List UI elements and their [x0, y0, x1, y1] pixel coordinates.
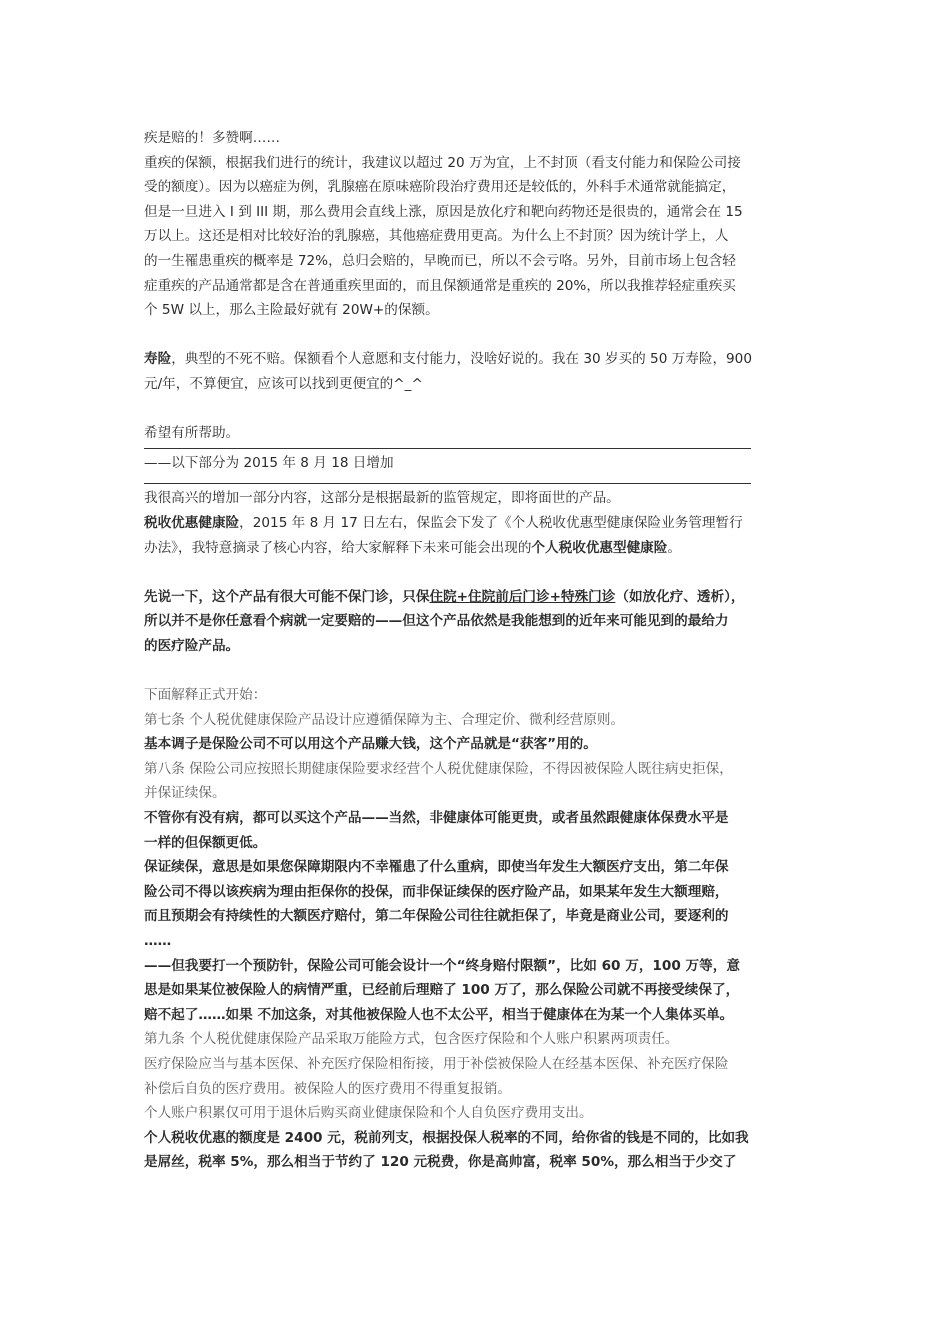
text-line: 个 5W 以上，那么主险最好就有 20W+的保额。 — [144, 302, 439, 319]
text-line: 症重疾的产品通常都是含在普通重疾里面的，而且保额通常是重疾的 20%，所以我推荐轻症重疾买 — [144, 277, 736, 294]
text-line: 疾是赔的！多赞啊…… — [144, 130, 280, 146]
divider — [144, 448, 751, 449]
article-7: 第七条 个人税优健康保险产品设计应遵循保障为主、合理定价、微利经营原则。 — [144, 711, 625, 728]
commentary-line: 而且预期会有持续性的大额医疗赔付，第二年保险公司往往就拒保了，毕竟是商业公司，要逐利的 — [144, 908, 729, 925]
commentary-line: …… — [144, 933, 172, 949]
commentary-line: 是屌丝，税率 5%，那么相当于节约了 120 元税费，你是高帅富，税率 50%，那么相当于少交了 — [144, 1154, 737, 1171]
text-line: 重疾的保额，根据我们进行的统计，我建议以超过 20 万为宜，上不封顶（看支付能力和保险公司接 — [144, 154, 741, 171]
divider — [144, 483, 751, 484]
commentary-line: ——但我要打一个预防针，保险公司可能会设计一个“终身赔付限额”，比如 60 万，100 万等，意 — [144, 957, 740, 974]
text-line: 元/年，不算便宜，应该可以找到更便宜的^_^ — [144, 375, 423, 392]
text-span: 先说一下，这个产品有很大可能不保门诊，只保 — [144, 588, 430, 605]
commentary-line: 基本调子是保险公司不可以用这个产品赚大钱，这个产品就是“获客”用的。 — [144, 736, 597, 753]
article-9: 个人账户积累仅可用于退休后购买商业健康保险和个人自负医疗费用支出。 — [144, 1105, 593, 1122]
commentary-line: 赔不起了……如果 不加这条，对其他被保险人也不太公平，相当于健康体在为某一个人集体买单。 — [144, 1006, 734, 1023]
commentary-line: 险公司不得以该疾病为理由拒保你的投保，而非保证续保的医疗险产品，如果某年发生大额理赔， — [144, 883, 729, 900]
article-9: 第九条 个人税优健康保险产品采取万能险方式，包含医疗保险和个人账户积累两项责任。 — [144, 1031, 679, 1048]
text-line: 但是一旦进入 I 到 III 期，那么费用会直线上涨，原因是放化疗和靶向药物还是很贵的，通常会在 15 — [144, 203, 743, 220]
added-section-note: ——以下部分为 2015 年 8 月 18 日增加 — [144, 454, 394, 471]
text-span: （如放化疗、透析）， — [615, 588, 745, 605]
text-line: 我很高兴的增加一部分内容，这部分是根据最新的监管规定，即将面世的产品。 — [144, 490, 620, 507]
text-span: 。 — [667, 539, 681, 556]
commentary-line: 不管你有没有病，都可以买这个产品——当然，非健康体可能更贵，或者虽然跟健康体保费水平是 — [144, 810, 729, 827]
article-9: 医疗保险应当与基本医保、补充医疗保险相衔接，用于补偿被保险人在经基本医保、补充医疗保险 — [144, 1055, 729, 1072]
text-span: ，2015 年 8 月 17 日左右，保监会下发了《个人税收优惠型健康保险业务管理暂行 — [239, 514, 743, 531]
text-span: ，典型的不死不赔。保额看个人意愿和支付能力，没啥好说的。我在 30 岁买的 50 万寿险，900 — [171, 351, 752, 368]
life-insurance-paragraph — [144, 347, 814, 372]
life-insurance-term: 寿险 — [144, 351, 172, 368]
text-line: 下面解释正式开始： — [144, 687, 267, 704]
commentary-line: 保证续保，意思是如果您保障期限内不幸罹患了什么重病，即使当年发生大额医疗支出，第二年保 — [144, 859, 729, 876]
tax-health-paragraph — [144, 511, 814, 536]
text-line — [144, 536, 814, 561]
article-8: 并保证续保。 — [144, 785, 226, 802]
closing-note: 希望有所帮助。 — [144, 425, 240, 442]
coverage-scope: 住院+住院前后门诊+特殊门诊 — [429, 588, 616, 605]
commentary-line: 一样的但保额更低。 — [144, 834, 267, 851]
document-body — [144, 126, 814, 1175]
text-line: 的一生罹患重疾的概率是 72%，总归会赔的，早晚而已，所以不会亏咯。另外，目前市场上包含轻 — [144, 252, 736, 269]
article-9: 补偿后自负的医疗费用。被保险人的医疗费用不得重复报销。 — [144, 1080, 512, 1097]
tax-health-term: 税收优惠健康险 — [144, 514, 240, 531]
text-line: 万以上。这还是相对比较好治的乳腺癌，其他癌症费用更高。为什么上不封顶？因为统计学上，人 — [144, 228, 729, 245]
warning-line: 的医疗险产品。 — [144, 637, 240, 654]
commentary-line: 个人税收优惠的额度是 2400 元，税前列支，根据投保人税率的不同，给你省的钱是不同的，比如我 — [144, 1129, 749, 1146]
commentary-line: 思是如果某位被保险人的病情严重，已经前后理赔了 100 万了，那么保险公司就不再接受续保了， — [144, 982, 740, 999]
warning-line — [144, 585, 814, 610]
article-8: 第八条 保险公司应按照长期健康保险要求经营个人税优健康保险，不得因被保险人既往病史拒保， — [144, 760, 733, 777]
text-span: 办法》，我特意摘录了核心内容，给大家解释下未来可能会出现的 — [144, 539, 532, 556]
text-line: 受的额度）。因为以癌症为例，乳腺癌在原味癌阶段治疗费用还是较低的，外科手术通常就能搞定， — [144, 179, 736, 196]
warning-line: 所以并不是你任意看个病就一定要赔的——但这个产品依然是我能想到的近年来可能见到的最给力 — [144, 613, 729, 630]
product-name: 个人税收优惠型健康险 — [531, 539, 668, 556]
